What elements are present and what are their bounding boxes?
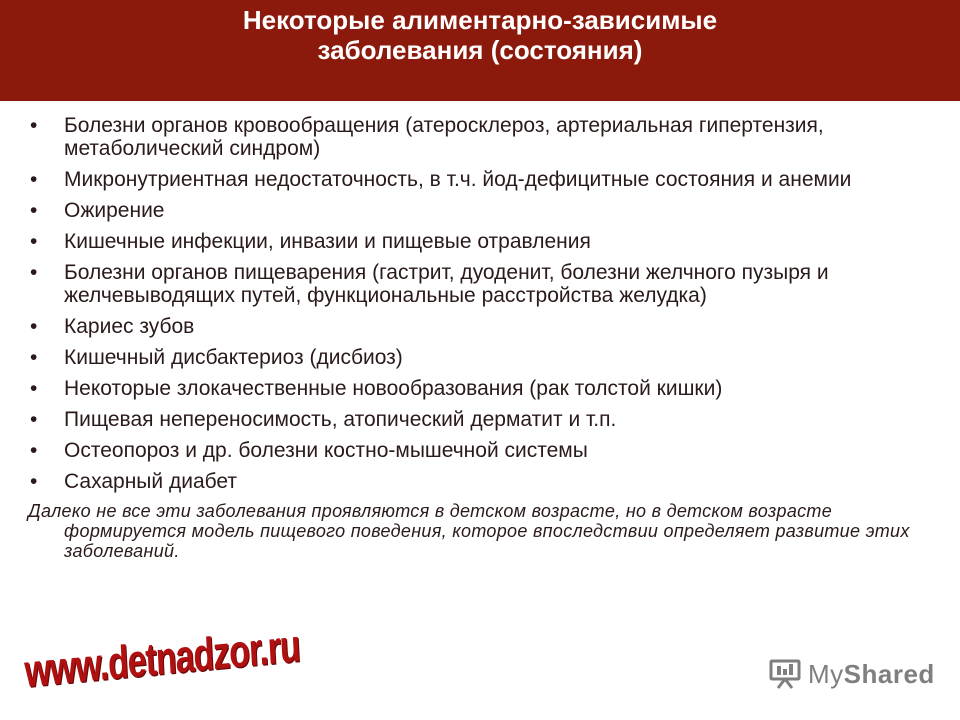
summary-note: Далеко не все эти заболевания проявляются в детском возрасте, но в детском возрасте формируется модель пищевого поведения, которое впоследствии определяет развитие этих заболеваний. [28, 501, 910, 561]
bullet-marker: • [30, 114, 38, 137]
site-url-link[interactable]: www.detnadzor.ru [23, 620, 301, 698]
bullet-marker: • [30, 230, 38, 253]
list-item [28, 315, 928, 338]
myshared-wordmark [808, 659, 935, 690]
slide-content [28, 114, 928, 561]
list-item-text: Остеопороз и др. болезни костно-мышечной системы [64, 439, 588, 462]
list-item [28, 439, 928, 462]
bullet-marker: • [30, 199, 38, 222]
list-item-text: Болезни органов пищеварения (гастрит, дуоденит, болезни желчного пузыря и желчевыводящих путей, функциональные расстройства желудка) [64, 261, 829, 307]
list-item-text: Сахарный диабет [64, 470, 238, 493]
list-item-text: Микронутриентная недостаточность, в т.ч. йод-дефицитные состояния и анемии [64, 168, 852, 191]
presentation-board-icon [768, 658, 802, 690]
bullet-marker: • [30, 346, 38, 369]
slide-title-line-2: заболевания (состояния) [317, 35, 643, 65]
title-bar [0, 0, 960, 101]
slide-title-line-1: Некоторые алиментарно-зависимые [242, 5, 718, 35]
bullet-marker: • [30, 377, 38, 400]
list-item [28, 230, 928, 253]
list-item [28, 408, 928, 431]
list-item [28, 168, 928, 191]
bullet-marker: • [30, 439, 38, 462]
list-item [28, 470, 928, 493]
slide-title [150, 5, 810, 65]
list-item [28, 199, 928, 222]
list-item-text: Пищевая непереносимость, атопический дерматит и т.п. [64, 408, 617, 431]
bullet-marker: • [30, 470, 38, 493]
list-item [28, 114, 928, 160]
list-item [28, 377, 928, 400]
list-item-text: Кариес зубов [64, 315, 195, 338]
disease-list [28, 114, 928, 493]
list-item-text: Кишечные инфекции, инвазии и пищевые отравления [64, 230, 591, 253]
myshared-logo[interactable] [768, 656, 935, 692]
bullet-marker: • [30, 168, 38, 191]
bullet-marker: • [30, 408, 38, 431]
list-item [28, 346, 928, 369]
list-item-text: Некоторые злокачественные новообразования (рак толстой кишки) [64, 377, 723, 400]
bullet-marker: • [30, 261, 38, 284]
list-item-text: Ожирение [64, 199, 165, 222]
list-item-text: Кишечный дисбактериоз (дисбиоз) [64, 346, 403, 369]
list-item-text: Болезни органов кровообращения (атеросклероз, артериальная гипертензия, метаболический синдром) [64, 114, 824, 160]
bullet-marker: • [30, 315, 38, 338]
brand-suffix: Shared [843, 658, 935, 689]
brand-prefix: My [808, 658, 844, 689]
list-item [28, 261, 928, 307]
